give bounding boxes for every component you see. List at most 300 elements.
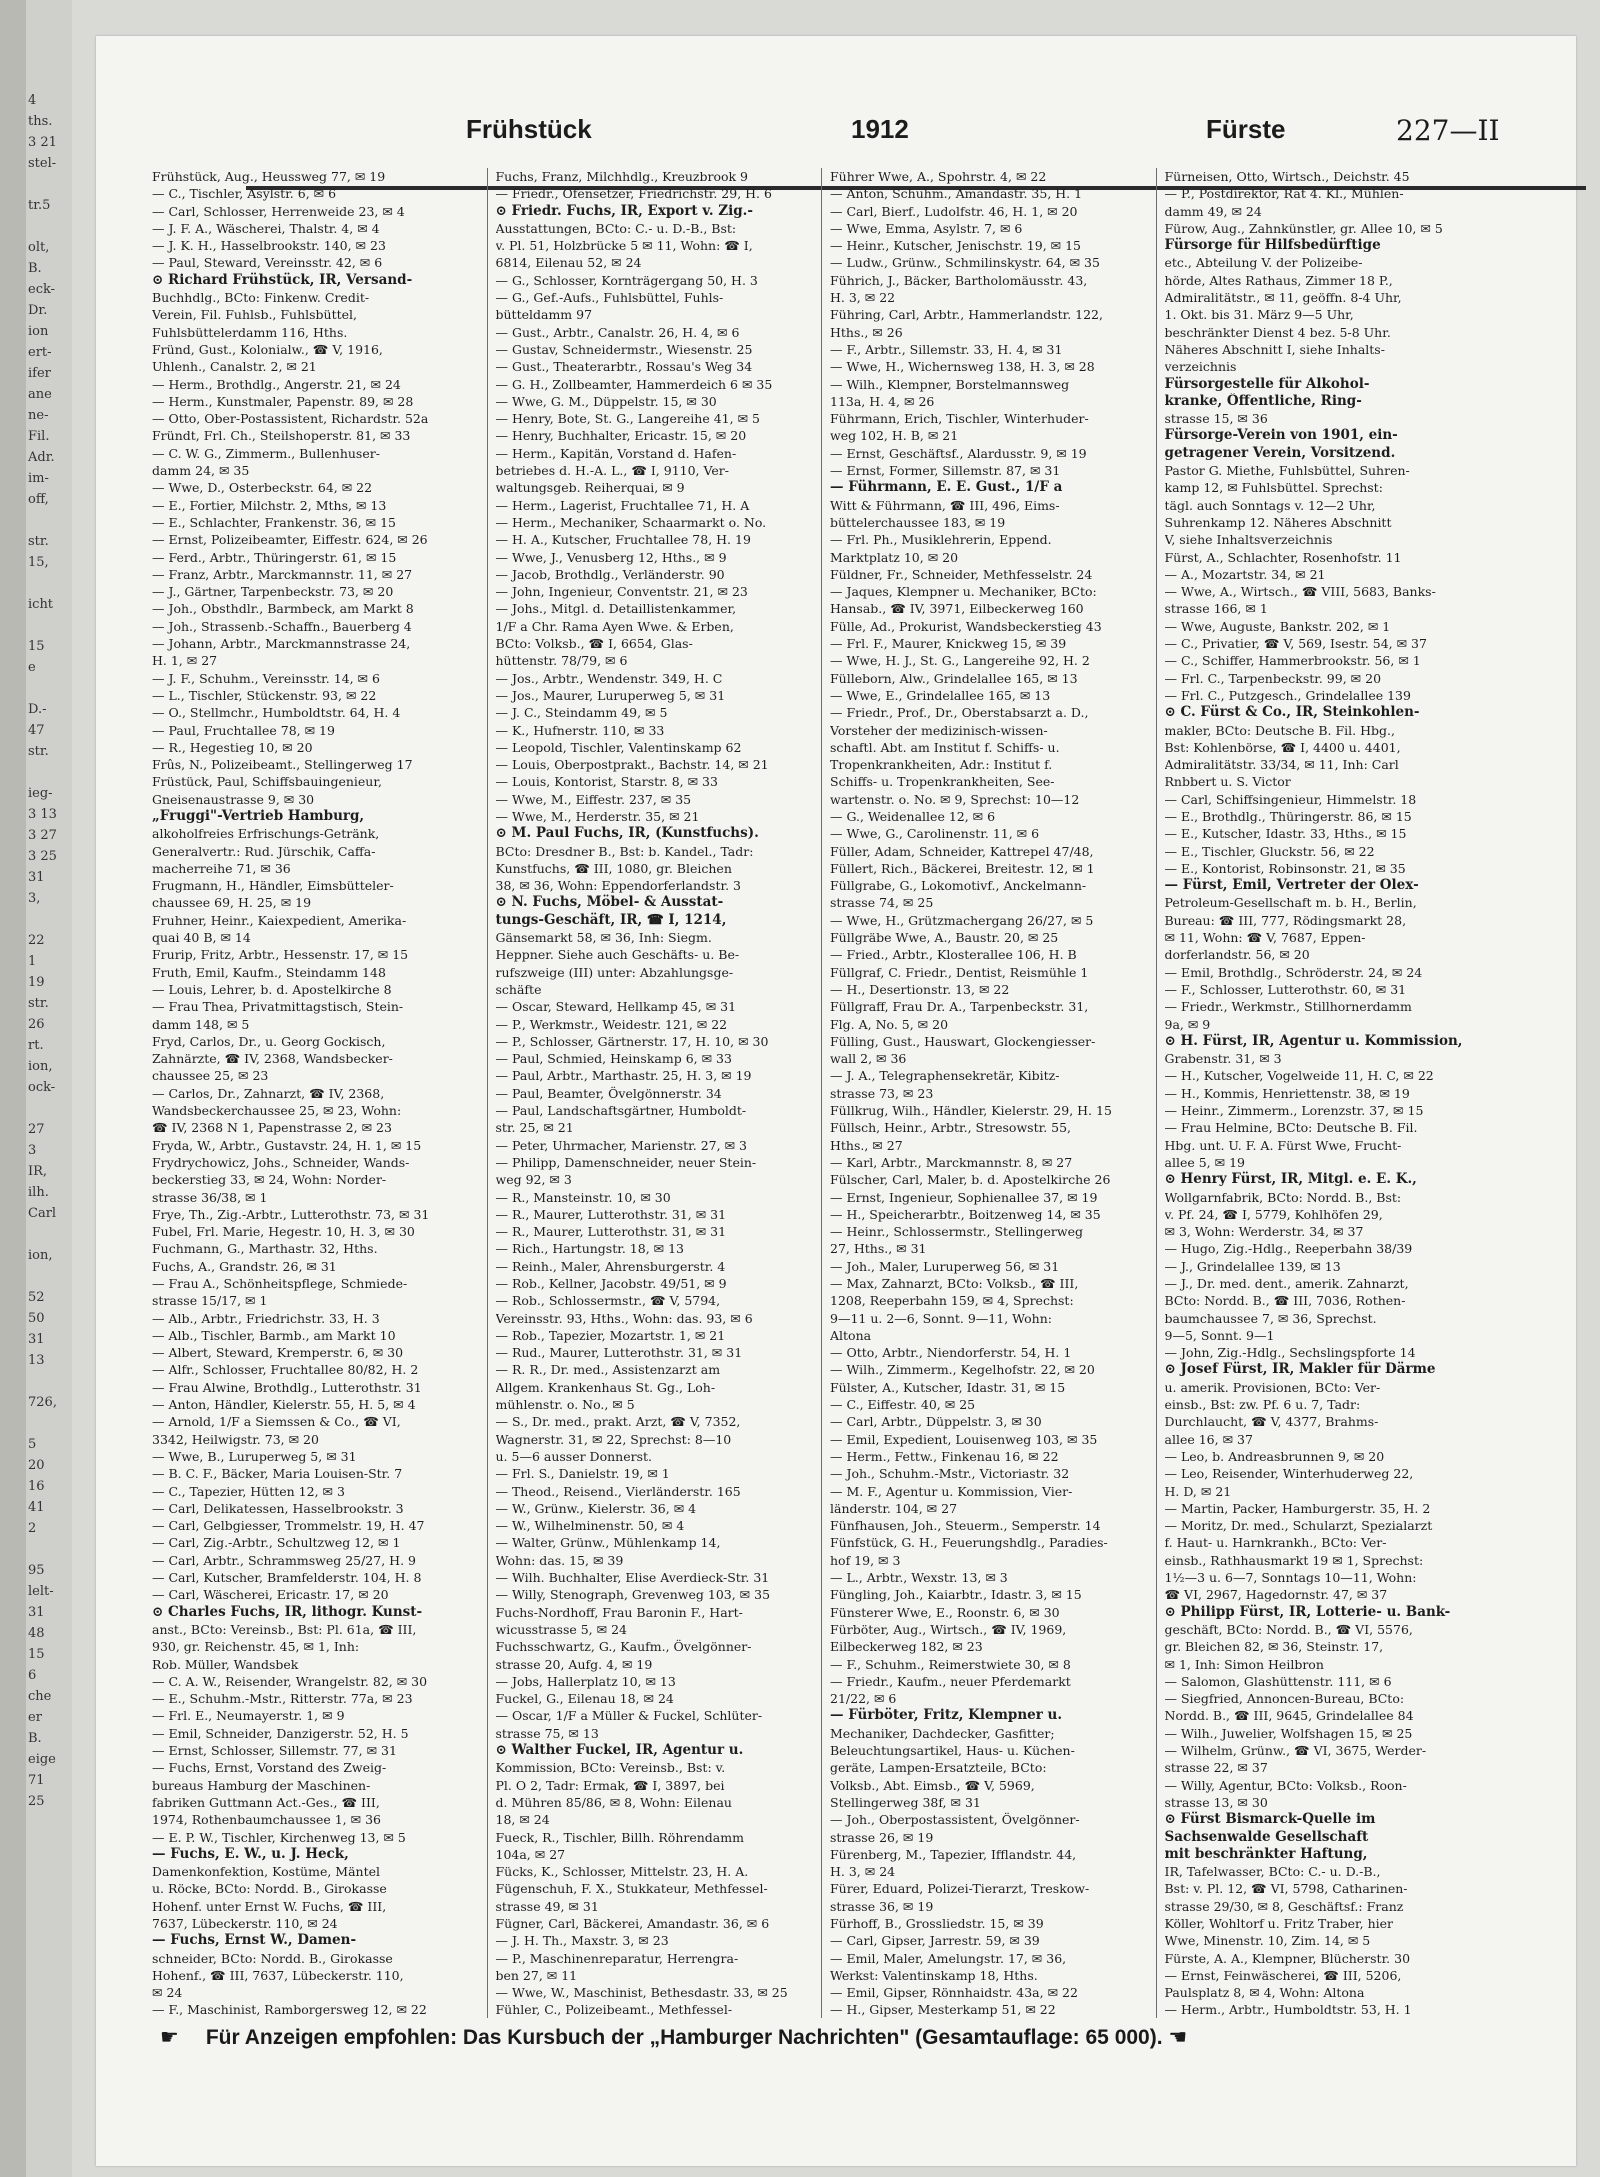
directory-entry: Fuchs-Nordhoff, Frau Baronin F., Hart- bbox=[495, 1604, 743, 1620]
directory-entry: — Wilh., Zimmerm., Kegelhofstr. 22, ✉ 20 bbox=[830, 1362, 1095, 1378]
gutter-fragment bbox=[28, 1539, 72, 1560]
directory-entry: — Heinr., Zimmerm., Lorenzstr. 37, ✉ 15 bbox=[1164, 1103, 1424, 1119]
directory-entry: — J. H. Th., Maxstr. 3, ✉ 23 bbox=[495, 1933, 669, 1949]
directory-entry: ⊙ N. Fuchs, Möbel- & Ausstat- bbox=[495, 894, 724, 911]
directory-entry: büttelerchaussee 183, ✉ 19 bbox=[830, 514, 1006, 530]
directory-entry: Füngling, Joh., Kaiarbtr., Idastr. 3, ✉ 15 bbox=[830, 1587, 1082, 1603]
directory-entry: — E., Kutscher, Idastr. 33, Hths., ✉ 15 bbox=[1164, 826, 1407, 842]
column-3 bbox=[821, 168, 1156, 2018]
directory-entry: — Henry, Bote, St. G., Langereihe 41, ✉ 5 bbox=[495, 411, 760, 427]
directory-entry: — E., Brothdlg., Thüringerstr. 86, ✉ 15 bbox=[1164, 808, 1412, 824]
gutter-fragment: 5 bbox=[28, 1437, 37, 1452]
directory-entry: Füller, Adam, Schneider, Kattrepel 47/48, bbox=[830, 843, 1094, 859]
directory-entry: — Gust., Theaterarbtr., Rossau's Weg 34 bbox=[495, 359, 753, 375]
directory-entry: — J. C., Steindamm 49, ✉ 5 bbox=[495, 705, 668, 721]
directory-entry: Werkst: Valentinskamp 18, Hths. bbox=[830, 1967, 1038, 1983]
directory-entry: Früstück, Paul, Schiffsbauingenieur, bbox=[152, 774, 382, 790]
directory-entry: — L., Tischler, Stückenstr. 93, ✉ 22 bbox=[152, 687, 377, 703]
directory-entry: — Karl, Arbtr., Marckmannstr. 8, ✉ 27 bbox=[830, 1154, 1073, 1170]
gutter-fragment: 41 bbox=[28, 1500, 45, 1515]
directory-entry: ✉ 24 bbox=[152, 1985, 183, 2001]
directory-entry: 1974, Rothenbaumchaussee 1, ✉ 36 bbox=[152, 1812, 381, 1828]
directory-entry: strasse 36, ✉ 19 bbox=[830, 1898, 934, 1914]
gutter-fragment: 52 bbox=[28, 1290, 45, 1305]
directory-entry: Wandsbeckerchaussee 25, ✉ 23, Wohn: bbox=[152, 1103, 402, 1119]
directory-entry: — Ernst, Polizeibeamter, Eiffestr. 624, ✉ 26 bbox=[152, 532, 428, 548]
directory-entry: — H., Desertionstr. 13, ✉ 22 bbox=[830, 981, 1010, 997]
directory-entry: Hohenf., ☎ III, 7637, Lübeckerstr. 110, bbox=[152, 1967, 404, 1983]
directory-entry: 3342, Heilwigstr. 73, ✉ 20 bbox=[152, 1431, 319, 1447]
gutter-fragment: 31 bbox=[28, 1605, 45, 1620]
gutter-fragment: 1 bbox=[28, 954, 37, 969]
directory-entry: — Paul, Arbtr., Marthastr. 25, H. 3, ✉ 19 bbox=[495, 1068, 752, 1084]
directory-entry: — Frl. C., Putzgesch., Grindelallee 139 bbox=[1164, 687, 1411, 703]
directory-entry: Füldner, Fr., Schneider, Methfesselstr. 24 bbox=[830, 566, 1093, 582]
directory-entry: — Carl, Zig.-Arbtr., Schultzweg 12, ✉ 1 bbox=[152, 1535, 401, 1551]
directory-entry: — Paul, Steward, Vereinsstr. 42, ✉ 6 bbox=[152, 255, 383, 271]
directory-entry: — Willy, Agentur, BCto: Volksb., Roon- bbox=[1164, 1777, 1407, 1793]
directory-entry: 104a, ✉ 27 bbox=[495, 1846, 566, 1862]
directory-entry: Eilbeckerweg 182, ✉ 23 bbox=[830, 1639, 983, 1655]
directory-entry: — Wwe, G. M., Düppelstr. 15, ✉ 30 bbox=[495, 393, 717, 409]
directory-entry: — Carl, Gelbgiesser, Trommelstr. 19, H. 47 bbox=[152, 1518, 425, 1534]
directory-entry: Füllkrug, Wilh., Händler, Kielerstr. 29, H. 15 bbox=[830, 1103, 1112, 1119]
directory-entry: — Emil, Brothdlg., Schröderstr. 24, ✉ 24 bbox=[1164, 964, 1423, 980]
directory-entry: Wwe, Minenstr. 10, Zim. 14, ✉ 5 bbox=[1164, 1933, 1371, 1949]
gutter-fragment: ieg- bbox=[28, 786, 53, 801]
gutter-fragment: 15, bbox=[28, 555, 49, 570]
directory-entry: — Fuchs, E. W., u. J. Heck, bbox=[152, 1845, 349, 1862]
directory-entry: — R., Maurer, Lutterothstr. 31, ✉ 31 bbox=[495, 1206, 727, 1222]
directory-entry: — Wwe, M., Herderstr. 35, ✉ 21 bbox=[495, 808, 700, 824]
gutter-fragment: stel- bbox=[28, 156, 57, 171]
directory-entry: Nordd. B., ☎ III, 9645, Grindelallee 84 bbox=[1164, 1708, 1414, 1724]
directory-entry: — Jos., Arbtr., Wendenstr. 349, H. C bbox=[495, 670, 723, 686]
gutter-fragment bbox=[28, 573, 72, 594]
directory-entry: wicusstrasse 5, ✉ 24 bbox=[495, 1621, 627, 1637]
directory-entry: Zahnärzte, ☎ IV, 2368, Wandsbecker- bbox=[152, 1051, 393, 1067]
directory-entry: ⊙ Fürst Bismarck-Quelle im bbox=[1164, 1811, 1376, 1828]
gutter-fragment: ane bbox=[28, 387, 52, 402]
directory-entry: — C., Tischler, Asylstr. 6, ✉ 6 bbox=[152, 186, 337, 202]
directory-entry: mühlenstr. o. No., ✉ 5 bbox=[495, 1397, 635, 1413]
directory-entry: 930, gr. Reichenstr. 45, ✉ 1, Inh: bbox=[152, 1639, 360, 1655]
directory-entry: 1½—3 u. 6—7, Sonntags 10—11, Wohn: bbox=[1164, 1570, 1417, 1586]
directory-entry: Fürste, A. A., Klempner, Blücherstr. 30 bbox=[1164, 1950, 1411, 1966]
gutter-fragment: Fil. bbox=[28, 429, 50, 444]
directory-entry: — Philipp, Damenschneider, neuer Stein- bbox=[495, 1154, 757, 1170]
directory-entry: einsb., Rathhausmarkt 19 ✉ 1, Sprechst: bbox=[1164, 1552, 1424, 1568]
directory-entry: Gneisenaustrasse 9, ✉ 30 bbox=[152, 791, 315, 807]
directory-entry: ⊙ C. Fürst & Co., IR, Steinkohlen- bbox=[1164, 704, 1420, 721]
directory-entry: Fücks, K., Schlosser, Mittelstr. 23, H. A. bbox=[495, 1864, 749, 1880]
directory-entry: — Wwe, Emma, Asylstr. 7, ✉ 6 bbox=[830, 220, 1023, 236]
directory-entry: Frûs, N., Polizeibeamt., Stellingerweg 17 bbox=[152, 757, 413, 773]
directory-entry: 113a, H. 4, ✉ 26 bbox=[830, 393, 935, 409]
directory-entry: ⊙ Richard Frühstück, IR, Versand- bbox=[152, 271, 413, 288]
directory-entry: — Wwe, G., Carolinenstr. 11, ✉ 6 bbox=[830, 826, 1040, 842]
directory-entry: — Paul, Fruchtallee 78, ✉ 19 bbox=[152, 722, 335, 738]
footer-advertisement bbox=[160, 2025, 1490, 2065]
directory-entry: Füllert, Rich., Bäckerei, Breitestr. 12, ✉ 1 bbox=[830, 860, 1095, 876]
directory-entry: weg 92, ✉ 3 bbox=[495, 1172, 572, 1188]
directory-entry: — C., Schiffer, Hammerbrookstr. 56, ✉ 1 bbox=[1164, 653, 1421, 669]
directory-entry: Führing, Carl, Arbtr., Hammerlandstr. 122, bbox=[830, 307, 1103, 323]
directory-entry: — Oscar, Steward, Hellkamp 45, ✉ 31 bbox=[495, 999, 737, 1015]
directory-entry: Füllgraff, Frau Dr. A., Tarpenbeckstr. 31, bbox=[830, 999, 1089, 1015]
directory-entry: — Louis, Kontorist, Starstr. 8, ✉ 33 bbox=[495, 774, 718, 790]
directory-entry: Fubel, Frl. Marie, Hegestr. 10, H. 3, ✉ 30 bbox=[152, 1224, 415, 1240]
gutter-fragment: 726, bbox=[28, 1395, 57, 1410]
directory-entry: ☎ IV, 2368 N 1, Papenstrasse 2, ✉ 23 bbox=[152, 1120, 392, 1136]
directory-entry: — Otto, Ober-Postassistent, Richardstr. 52a bbox=[152, 411, 429, 427]
directory-entry: Durchlaucht, ☎ V, 4377, Brahms- bbox=[1164, 1414, 1379, 1430]
directory-entry: Fügenschuh, F. X., Stukkateur, Methfessel- bbox=[495, 1881, 768, 1897]
directory-entry: Fünfstück, G. H., Feuerungshdlg., Paradies- bbox=[830, 1535, 1108, 1551]
directory-entry: mit beschränkter Haftung, bbox=[1164, 1845, 1368, 1862]
directory-entry: — Rob., Schlossermstr., ☎ V, 5794, bbox=[495, 1293, 721, 1309]
gutter-fragment: IR, bbox=[28, 1164, 48, 1179]
directory-entry: waltungsgeb. Reiherquai, ✉ 9 bbox=[495, 480, 685, 496]
gutter-fragment: 31 bbox=[28, 870, 45, 885]
directory-entry: — John, Zig.-Hdlg., Sechslingspforte 14 bbox=[1164, 1345, 1416, 1361]
directory-entry: — Herm., Fettw., Finkenau 16, ✉ 22 bbox=[830, 1448, 1059, 1464]
directory-entry: Tropenkrankheiten, Adr.: Institut f. bbox=[830, 757, 1053, 773]
directory-entry: V, siehe Inhaltsverzeichnis bbox=[1164, 532, 1333, 548]
directory-entry: ⊙ Josef Fürst, IR, Makler für Därme bbox=[1164, 1361, 1436, 1378]
directory-entry: Suhrenkamp 12. Näheres Abschnitt bbox=[1164, 514, 1392, 530]
directory-entry: — Paul, Schmied, Heinskamp 6, ✉ 33 bbox=[495, 1051, 732, 1067]
column-1 bbox=[152, 168, 487, 2018]
directory-entry: ✉ 1, Inh: Simon Heilbron bbox=[1164, 1656, 1324, 1672]
directory-entry: Paulsplatz 8, ✉ 4, Wohn: Altona bbox=[1164, 1985, 1365, 2001]
pointing-hand-icon: ☛ bbox=[160, 2026, 179, 2049]
directory-entry: — A., Mozartstr. 34, ✉ 21 bbox=[1164, 566, 1326, 582]
directory-entry: — G., Gef.-Aufs., Fuhlsbüttel, Fuhls- bbox=[495, 290, 724, 306]
directory-entry: etc., Abteilung V. der Polizeibe- bbox=[1164, 255, 1363, 271]
gutter-fragment: 20 bbox=[28, 1458, 45, 1473]
directory-entry: Frurip, Fritz, Arbtr., Hessenstr. 17, ✉ 15 bbox=[152, 947, 409, 963]
directory-entry: ⊙ Walther Fuckel, IR, Agentur u. bbox=[495, 1742, 744, 1759]
gutter-fragment: lelt- bbox=[28, 1584, 54, 1599]
directory-entry: — Fuchs, Ernst, Vorstand des Zweig- bbox=[152, 1760, 387, 1776]
directory-entry: — Salomon, Glashüttenstr. 111, ✉ 6 bbox=[1164, 1673, 1392, 1689]
gutter-fragment: 95 bbox=[28, 1563, 45, 1578]
footer-text: Für Anzeigen empfohlen: Das Kursbuch der „Hamburger Nachrichten" (Gesamtauflage: 65 000). bbox=[205, 2026, 1163, 2049]
directory-entry: — Jobs, Hallerplatz 10, ✉ 13 bbox=[495, 1673, 676, 1689]
directory-entry: BCto: Nordd. B., ☎ III, 7036, Rothen- bbox=[1164, 1293, 1406, 1309]
directory-entry: — Ernst, Schlosser, Sillemstr. 77, ✉ 31 bbox=[152, 1743, 397, 1759]
directory-entry: — Paul, Beamter, Övelgönnerstr. 34 bbox=[495, 1085, 722, 1101]
directory-entry: Hansab., ☎ IV, 3971, Eilbeckerweg 160 bbox=[830, 601, 1084, 617]
gutter-fragment: 50 bbox=[28, 1311, 45, 1326]
directory-entry: — Max, Zahnarzt, BCto: Volksb., ☎ III, bbox=[830, 1276, 1079, 1291]
directory-entry: ✉ 11, Wohn: ☎ V, 7687, Eppen- bbox=[1164, 930, 1366, 946]
directory-entry: — Carlos, Dr., Zahnarzt, ☎ IV, 2368, bbox=[152, 1085, 385, 1101]
directory-entry: — Frau Alwine, Brothdlg., Lutterothstr. 31 bbox=[152, 1379, 422, 1395]
directory-entry: Wagnerstr. 31, ✉ 22, Sprechst: 8—10 bbox=[495, 1431, 732, 1447]
directory-entry: 7637, Lübeckerstr. 110, ✉ 24 bbox=[152, 1915, 338, 1931]
directory-entry: strasse 29/30, ✉ 8, Geschäftsf.: Franz bbox=[1164, 1898, 1404, 1914]
directory-entry: — Wilhelm, Grünw., ☎ VI, 3675, Werder- bbox=[1164, 1743, 1427, 1759]
directory-entry: ⊙ Henry Fürst, IR, Mitgl. e. E. K., bbox=[1164, 1171, 1417, 1188]
directory-entry: Kommission, BCto: Vereinsb., Bst: v. bbox=[495, 1760, 726, 1776]
directory-entry: Heppner. Siehe auch Geschäfts- u. Be- bbox=[495, 947, 740, 963]
directory-entry: — Rich., Hartungstr. 18, ✉ 13 bbox=[495, 1241, 685, 1257]
directory-entry: — Emil, Schneider, Danzigerstr. 52, H. 5 bbox=[152, 1725, 409, 1741]
directory-entry: Wohn: das. 15, ✉ 39 bbox=[495, 1552, 624, 1568]
gutter-fragment: che bbox=[28, 1689, 52, 1704]
gutter-fragment: tr.5 bbox=[28, 198, 51, 213]
directory-entry: — Wilh., Klempner, Borstelmannsweg bbox=[830, 376, 1070, 392]
gutter-fragment: 2 bbox=[28, 1521, 37, 1536]
gutter-fragment: 16 bbox=[28, 1479, 45, 1494]
gutter-fragment: 27 bbox=[28, 1122, 45, 1137]
directory-entry: — Rob., Tapezier, Mozartstr. 1, ✉ 21 bbox=[495, 1327, 726, 1343]
directory-entry: — Rud., Maurer, Lutterothstr. 31, ✉ 31 bbox=[495, 1345, 743, 1361]
binding-strip bbox=[0, 0, 26, 2177]
directory-entry: — Carl, Arbtr., Düppelstr. 3, ✉ 30 bbox=[830, 1414, 1042, 1430]
directory-entry: — Jos., Maurer, Luruperweg 5, ✉ 31 bbox=[495, 687, 726, 703]
gutter-fragment: 22 bbox=[28, 933, 45, 948]
directory-entry: — Frau A., Schönheitspflege, Schmiede- bbox=[152, 1276, 408, 1291]
directory-entry: — C. A. W., Reisender, Wrangelstr. 82, ✉ 30 bbox=[152, 1673, 428, 1689]
directory-entry: — H. A., Kutscher, Fruchtallee 78, H. 19 bbox=[495, 532, 751, 548]
gutter-fragment: str. bbox=[28, 996, 49, 1011]
directory-entry: Führich, J., Bäcker, Bartholomäusstr. 43, bbox=[830, 272, 1088, 288]
gutter-fragment: ock- bbox=[28, 1080, 56, 1095]
directory-entry: — Herm., Kunstmaler, Papenstr. 89, ✉ 28 bbox=[152, 393, 414, 409]
directory-entry: Frydrychowicz, Johs., Schneider, Wands- bbox=[152, 1154, 410, 1170]
directory-entry: Fuchs, A., Grandstr. 26, ✉ 31 bbox=[152, 1258, 337, 1274]
directory-entry: Füllgräbe Wwe, A., Baustr. 20, ✉ 25 bbox=[830, 930, 1059, 946]
directory-entry: — Carl, Gipser, Jarrestr. 59, ✉ 39 bbox=[830, 1933, 1040, 1949]
gutter-fragment: Dr. bbox=[28, 303, 48, 318]
directory-entry: — Otto, Arbtr., Niendorferstr. 54, H. 1 bbox=[830, 1345, 1072, 1361]
gutter-fragment: ion bbox=[28, 324, 49, 339]
directory-entry: — B. C. F., Bäcker, Maria Louisen-Str. 7 bbox=[152, 1466, 403, 1482]
directory-entry: Fügner, Carl, Bäckerei, Amandastr. 36, ✉ 6 bbox=[495, 1915, 770, 1931]
directory-entry: — Albert, Steward, Kremperstr. 6, ✉ 30 bbox=[152, 1345, 404, 1361]
gutter-fragment: ne- bbox=[28, 408, 49, 423]
directory-entry: Petroleum-Gesellschaft m. b. H., Berlin, bbox=[1164, 895, 1417, 911]
directory-entry: — Herm., Mechaniker, Schaarmarkt o. No. bbox=[495, 514, 767, 530]
directory-entry: — Gust., Arbtr., Canalstr. 26, H. 4, ✉ 6 bbox=[495, 324, 740, 340]
directory-entry: 27, Hths., ✉ 31 bbox=[830, 1241, 927, 1257]
directory-entry: — Wwe, B., Luruperweg 5, ✉ 31 bbox=[152, 1448, 357, 1464]
directory-entry: — Fried., Arbtr., Klosterallee 106, H. B bbox=[830, 947, 1077, 963]
directory-entry: Buchhdlg., BCto: Finkenw. Credit- bbox=[152, 290, 370, 306]
directory-entry: ⊙ M. Paul Fuchs, IR, (Kunstfuchs). bbox=[495, 825, 759, 842]
directory-entry: Fülscher, Carl, Maler, b. d. Apostelkirche 26 bbox=[830, 1172, 1111, 1188]
gutter-fragment: rt. bbox=[28, 1038, 44, 1053]
directory-entry: — C., Privatier, ☎ V, 569, Isestr. 54, ✉ 37 bbox=[1164, 636, 1427, 652]
directory-entry: u. amerik. Provisionen, BCto: Ver- bbox=[1164, 1379, 1381, 1395]
header-start-word: Frühstück bbox=[466, 114, 592, 144]
directory-entry: gr. Bleichen 82, ✉ 36, Steinstr. 17, bbox=[1164, 1639, 1384, 1655]
directory-entry: verzeichnis bbox=[1164, 359, 1237, 375]
directory-entry: — Ernst, Feinwäscherei, ☎ III, 5206, bbox=[1164, 1967, 1402, 1983]
gutter-fragment: 4 bbox=[28, 93, 37, 108]
directory-entry: Admiralitätstr. 33/34, ✉ 11, Inh: Carl bbox=[1164, 757, 1399, 773]
directory-entry: 1/F a Chr. Rama Ayen Wwe. & Erben, bbox=[495, 618, 734, 634]
directory-entry: — Ludw., Grünw., Schmilinskystr. 64, ✉ 35 bbox=[830, 255, 1100, 271]
directory-entry: allee 5, ✉ 19 bbox=[1164, 1154, 1245, 1170]
directory-entry: — Fürst, Emil, Vertreter der Olex- bbox=[1164, 877, 1419, 894]
directory-entry: alkoholfreies Erfrischungs-Getränk, bbox=[152, 826, 380, 842]
directory-entry: rufszweige (III) unter: Abzahlungsge- bbox=[495, 964, 734, 980]
directory-entry: — R., Hegestieg 10, ✉ 20 bbox=[152, 739, 313, 755]
pointing-hand-icon: ☚ bbox=[1168, 2026, 1188, 2049]
directory-entry: u. 5—6 ausser Donnerst. bbox=[495, 1448, 652, 1464]
directory-entry: — Hugo, Zig.-Hdlg., Reeperbahn 38/39 bbox=[1164, 1241, 1413, 1257]
directory-entry: — Wwe, H., Grützmachergang 26/27, ✉ 5 bbox=[830, 912, 1094, 928]
directory-entry: Bureau: ☎ III, 777, Rödingsmarkt 28, bbox=[1164, 912, 1407, 928]
directory-entry: — H., Gipser, Mesterkamp 51, ✉ 22 bbox=[830, 2002, 1056, 2018]
directory-entry: H. 3, ✉ 22 bbox=[830, 290, 896, 306]
directory-entry: — G., Schlosser, Kornträgergang 50, H. 3 bbox=[495, 272, 758, 288]
gutter-fragment bbox=[28, 1224, 72, 1245]
directory-entry: schneider, BCto: Nordd. B., Girokasse bbox=[152, 1950, 393, 1966]
directory-entry: Vorsteher der medizinisch-wissen- bbox=[830, 722, 1048, 738]
directory-entry: beckerstieg 33, ✉ 24, Wohn: Norder- bbox=[152, 1172, 387, 1188]
directory-entry: — Franz, Arbtr., Marckmannstr. 11, ✉ 27 bbox=[152, 566, 413, 582]
directory-entry: — F., Maschinist, Ramborgersweg 12, ✉ 22 bbox=[152, 2002, 427, 2018]
directory-entry: — Johann, Arbtr., Marckmannstrasse 24, bbox=[152, 636, 411, 652]
directory-entry: Fuchs, Franz, Milchhdlg., Kreuzbrook 9 bbox=[495, 169, 749, 184]
directory-entry: — Joh., Maler, Luruperweg 56, ✉ 31 bbox=[830, 1258, 1060, 1274]
directory-entry: schaftl. Abt. am Institut f. Schiffs- u. bbox=[830, 739, 1060, 755]
directory-entry: — Joh., Strassenb.-Schaffn., Bauerberg 4 bbox=[152, 618, 412, 634]
directory-entry: — C. W. G., Zimmerm., Bullenhuser- bbox=[152, 445, 380, 461]
directory-entry: — Friedr., Ofensetzer, Friedrichstr. 29, H. 6 bbox=[495, 186, 772, 202]
directory-entry: macherreihe 71, ✉ 36 bbox=[152, 860, 291, 876]
directory-entry: — H., Kommis, Henriettenstr. 38, ✉ 19 bbox=[1164, 1085, 1410, 1101]
directory-entry: — Moritz, Dr. med., Schularzt, Spezialarzt bbox=[1164, 1518, 1433, 1534]
directory-entry: — Theod., Reisend., Vierländerstr. 165 bbox=[495, 1483, 741, 1499]
gutter-fragment: eige bbox=[28, 1752, 56, 1767]
directory-entry: länderstr. 104, ✉ 27 bbox=[830, 1500, 958, 1516]
directory-entry: Fünsterer Wwe, E., Roonstr. 6, ✉ 30 bbox=[830, 1604, 1060, 1620]
gutter-fragment bbox=[28, 1098, 72, 1119]
directory-entry: dorferlandstr. 56, ✉ 20 bbox=[1164, 947, 1310, 963]
gutter-fragment: 26 bbox=[28, 1017, 45, 1032]
directory-entry: hüttenstr. 78/79, ✉ 6 bbox=[495, 653, 628, 669]
directory-entry: — F., Schuhm., Reimerstwiete 30, ✉ 8 bbox=[830, 1656, 1071, 1672]
gutter-fragment: 31 bbox=[28, 1332, 45, 1347]
gutter-fragment: D.- bbox=[28, 702, 47, 717]
directory-entry: — W., Grünw., Kielerstr. 36, ✉ 4 bbox=[495, 1500, 697, 1516]
gutter-fragment bbox=[28, 174, 72, 195]
directory-entry: Fruhner, Heinr., Kaiexpedient, Amerika- bbox=[152, 912, 407, 928]
gutter-fragment: 3 13 bbox=[28, 807, 57, 822]
directory-entry: — Carl, Schiffsingenieur, Himmelstr. 18 bbox=[1164, 791, 1417, 807]
directory-entry: — Siegfried, Annoncen-Bureau, BCto: bbox=[1164, 1691, 1405, 1707]
directory-entry: IR, Tafelwasser, BCto: C.- u. D.-B., bbox=[1164, 1864, 1381, 1880]
directory-entry: Füllsch, Heinr., Arbtr., Stresowstr. 55, bbox=[830, 1120, 1072, 1136]
directory-entry: — G. H., Zollbeamter, Hammerdeich 6 ✉ 35 bbox=[495, 376, 773, 392]
directory-entry: wall 2, ✉ 36 bbox=[830, 1051, 907, 1067]
directory-entry: — J. F. A., Wäscherei, Thalstr. 4, ✉ 4 bbox=[152, 220, 380, 236]
gutter-fragment bbox=[28, 510, 72, 531]
directory-entry: Rob. Müller, Wandsbek bbox=[152, 1656, 299, 1672]
directory-entry: 38, ✉ 36, Wohn: Eppendorferlandstr. 3 bbox=[495, 878, 741, 894]
directory-entry: — J., Gärtner, Tarpenbeckstr. 73, ✉ 20 bbox=[152, 584, 394, 600]
directory-entry: — Alb., Arbtr., Friedrichstr. 33, H. 3 bbox=[152, 1310, 380, 1326]
directory-entry: H. 3, ✉ 24 bbox=[830, 1864, 896, 1880]
directory-entry: 18, ✉ 24 bbox=[495, 1812, 550, 1828]
directory-entry: — Joh., Schuhm.-Mstr., Victoriastr. 32 bbox=[830, 1466, 1070, 1482]
directory-entry: — Jacob, Brothdlg., Verländerstr. 90 bbox=[495, 566, 725, 582]
directory-entry: damm 49, ✉ 24 bbox=[1164, 203, 1262, 219]
directory-entry: Rnbbert u. S. Victor bbox=[1164, 774, 1291, 790]
directory-entry: — Louis, Oberpostprakt., Bachstr. 14, ✉ 21 bbox=[495, 757, 769, 773]
directory-entry: — J., Dr. med. dent., amerik. Zahnarzt, bbox=[1164, 1276, 1409, 1291]
gutter-fragment: ifer bbox=[28, 366, 51, 381]
directory-entry: BCto: Volksb., ☎ I, 6654, Glas- bbox=[495, 636, 693, 652]
directory-entry: strasse 74, ✉ 25 bbox=[830, 895, 934, 911]
directory-entry: — Herm., Lagerist, Fruchtallee 71, H. A bbox=[495, 497, 750, 513]
directory-entry: Beleuchtungsartikel, Haus- u. Küchen- bbox=[830, 1743, 1075, 1759]
gutter-fragment bbox=[28, 678, 72, 699]
gutter-fragment bbox=[28, 909, 72, 930]
directory-entry: strasse 36/38, ✉ 1 bbox=[152, 1189, 268, 1205]
gutter-fragment: 15 bbox=[28, 1647, 45, 1662]
directory-entry: Hths., ✉ 27 bbox=[830, 1137, 903, 1153]
gutter-fragment: ion, bbox=[28, 1248, 53, 1263]
directory-entry: — E. P. W., Tischler, Kirchenweg 13, ✉ 5 bbox=[152, 1829, 406, 1845]
gutter-fragment: str. bbox=[28, 534, 49, 549]
directory-entry: — Wwe, Auguste, Bankstr. 202, ✉ 1 bbox=[1164, 618, 1391, 634]
directory-entry: Fürhoff, B., Grossliedstr. 15, ✉ 39 bbox=[830, 1915, 1044, 1931]
directory-entry: Fülling, Gust., Hauswart, Glockengiesser- bbox=[830, 1033, 1096, 1049]
directory-entry: — W., Wilhelminenstr. 50, ✉ 4 bbox=[495, 1518, 685, 1534]
directory-entry: Hths., ✉ 26 bbox=[830, 324, 903, 340]
directory-entry: — Oscar, 1/F a Müller & Fuckel, Schlüter- bbox=[495, 1708, 763, 1724]
directory-entry: — Leopold, Tischler, Valentinskamp 62 bbox=[495, 739, 742, 755]
directory-entry: makler, BCto: Deutsche B. Fil. Hbg., bbox=[1164, 722, 1395, 738]
directory-entry: damm 24, ✉ 35 bbox=[152, 463, 250, 479]
gutter-fragment: 3 bbox=[28, 1143, 37, 1158]
directory-entry: — Willy, Stenograph, Grevenweg 103, ✉ 35 bbox=[495, 1587, 771, 1603]
directory-entry: 21/22, ✉ 6 bbox=[830, 1691, 897, 1707]
directory-entry: einsb., Bst: zw. Pf. 6 u. 7, Tadr: bbox=[1164, 1397, 1361, 1413]
directory-entry: — Carl, Bierf., Ludolfstr. 46, H. 1, ✉ 20 bbox=[830, 203, 1078, 219]
directory-entry: — Ferd., Arbtr., Thüringerstr. 61, ✉ 15 bbox=[152, 549, 397, 565]
directory-entry: Führmann, Erich, Tischler, Winterhuder- bbox=[830, 411, 1089, 427]
directory-entry: Fuchmann, G., Marthastr. 32, Hths. bbox=[152, 1241, 378, 1257]
gutter-fragment: er bbox=[28, 1710, 42, 1725]
directory-entry: 6814, Eilenau 52, ✉ 24 bbox=[495, 255, 642, 271]
directory-entry: — Leo, Reisender, Winterhuderweg 22, bbox=[1164, 1466, 1414, 1482]
page-number: 227—II bbox=[1396, 114, 1500, 147]
directory-entry: wartenstr. o. No. ✉ 9, Sprechst: 10—12 bbox=[830, 791, 1080, 807]
directory-entry: Fürsorge für Hilfsbedürftige bbox=[1164, 237, 1381, 254]
gutter-fragment: 25 bbox=[28, 1794, 45, 1809]
directory-entry: — Carl, Kutscher, Bramfelderstr. 104, H. 8 bbox=[152, 1570, 422, 1586]
directory-entry: — E., Kontorist, Robinsonstr. 21, ✉ 35 bbox=[1164, 860, 1406, 876]
directory-entry: — Emil, Maler, Amelungstr. 17, ✉ 36, bbox=[830, 1950, 1067, 1966]
directory-entry: weg 102, H. B, ✉ 21 bbox=[830, 428, 959, 444]
directory-entry: — L., Arbtr., Wexstr. 13, ✉ 3 bbox=[830, 1570, 1008, 1586]
directory-columns bbox=[152, 168, 1490, 2018]
gutter-fragment: ert- bbox=[28, 345, 52, 360]
gutter-fragment: 3 21 bbox=[28, 135, 57, 150]
directory-entry: geräte, Lampen-Ersatzteile, BCto: bbox=[830, 1760, 1047, 1776]
directory-entry: Fründt, Frl. Ch., Steilshoperstr. 81, ✉ 33 bbox=[152, 428, 411, 444]
directory-entry: Pl. O 2, Tadr: Ermak, ☎ I, 3897, bei bbox=[495, 1777, 725, 1793]
directory-entry: ben 27, ✉ 11 bbox=[495, 1967, 578, 1983]
